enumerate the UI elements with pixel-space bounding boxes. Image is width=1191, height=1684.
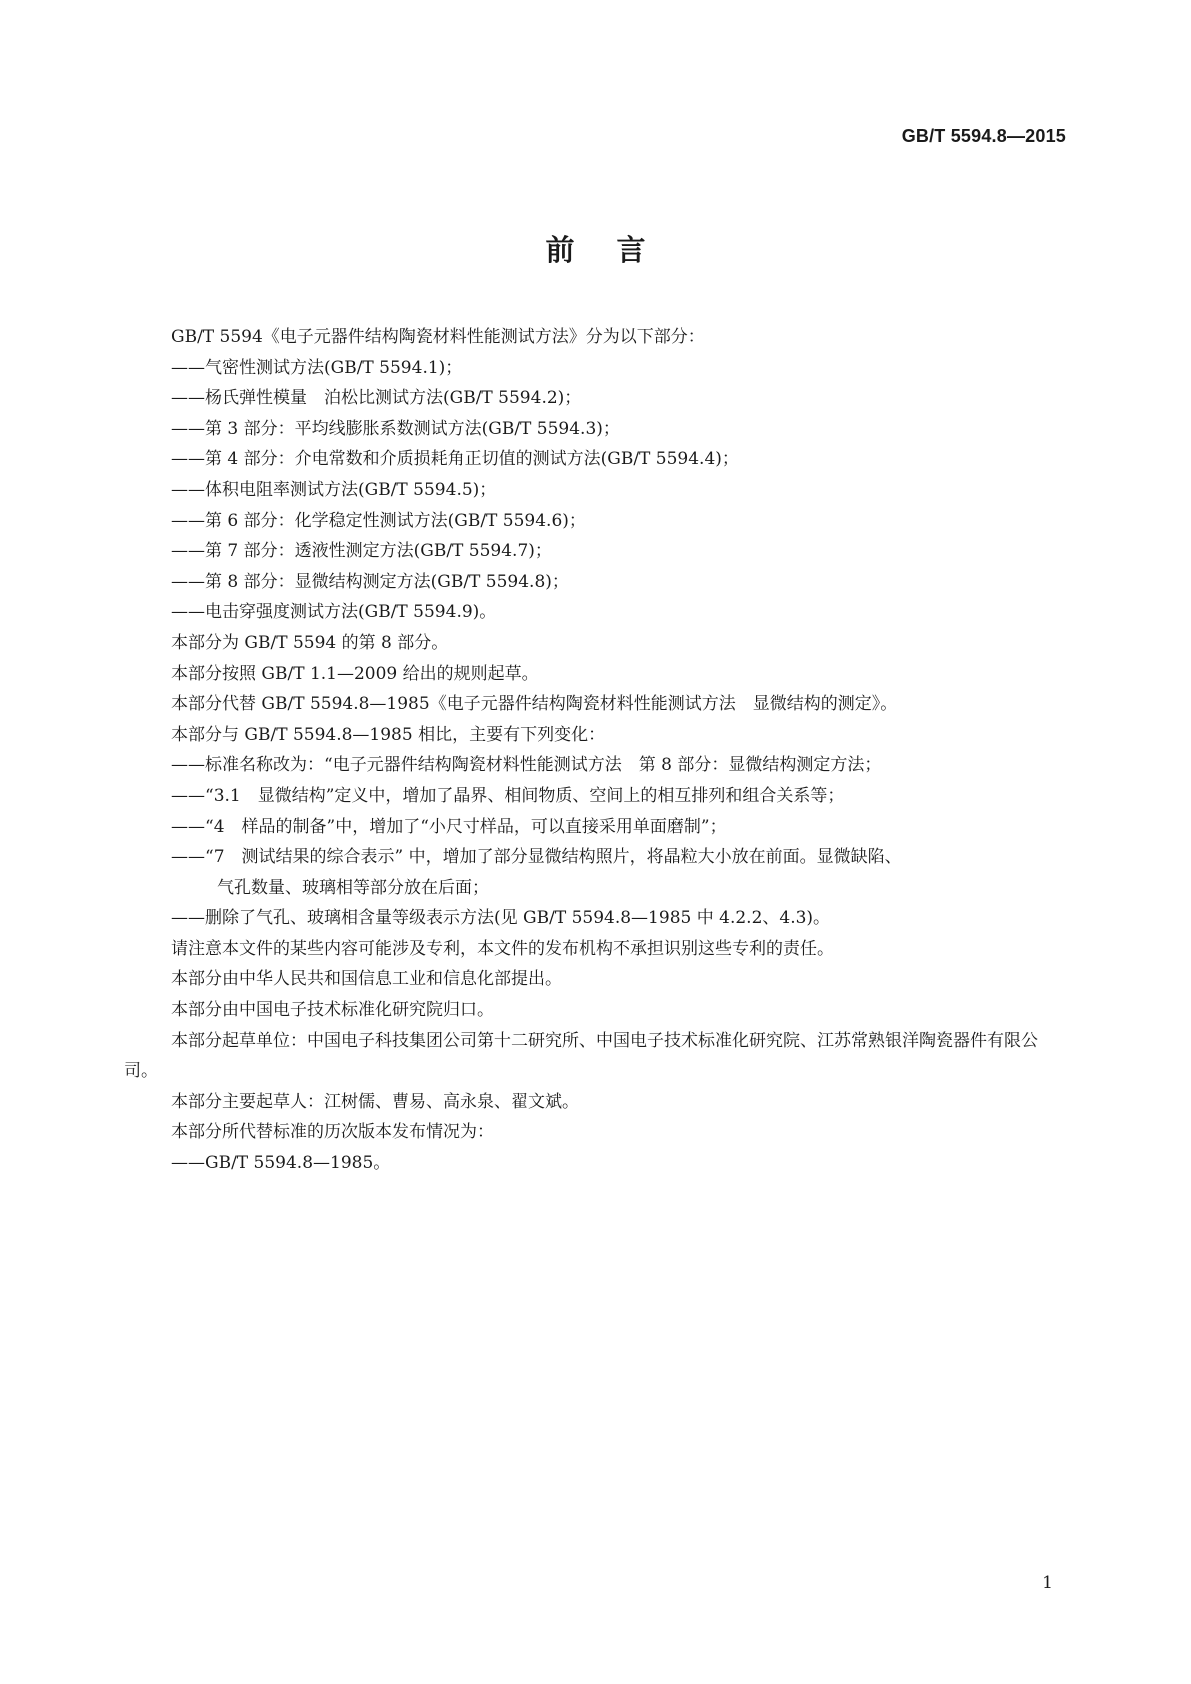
list-item: ——体积电阻率测试方法(GB/T 5594.5)； (171, 479, 497, 500)
list-item: ——GB/T 5594.8—1985。 (171, 1153, 391, 1174)
list-item: ——杨氏弹性模量 泊松比测试方法(GB/T 5594.2)； (171, 388, 582, 409)
list-item: ——“3.1 显微结构”定义中，增加了晶界、相间物质、空间上的相互排列和组合关系等； (171, 785, 845, 806)
paragraph: 本部分代替 GB/T 5594.8—1985《电子元器件结构陶瓷材料性能测试方法 显微结构的测定》。 (171, 694, 898, 715)
paragraph: 本部分为 GB/T 5594 的第 8 部分。 (171, 632, 449, 653)
document-code: GB/T 5594.8—2015 (901, 126, 1066, 146)
list-item: ——标准名称改为：“电子元器件结构陶瓷材料性能测试方法 第 8 部分：显微结构测定方法； (171, 755, 882, 776)
list-item: ——电击穿强度测试方法(GB/T 5594.9)。 (171, 602, 497, 623)
list-item-continuation: 气孔数量、玻璃相等部分放在后面； (217, 877, 489, 898)
paragraph: 本部分由中华人民共和国信息工业和信息化部提出。 (171, 969, 562, 990)
list-item: ——第 8 部分：显微结构测定方法(GB/T 5594.8)； (171, 571, 569, 592)
list-item: ——“7 测试结果的综合表示” 中，增加了部分显微结构照片，将晶粒大小放在前面。显微缺陷、 (171, 847, 902, 868)
paragraph: 本部分所代替标准的历次版本发布情况为： (171, 1122, 494, 1143)
paragraph: 本部分起草单位：中国电子科技集团公司第十二研究所、中国电子技术标准化研究院、江苏常熟银洋陶瓷器件有限公司。 (124, 1030, 1038, 1082)
paragraph: 本部分由中国电子技术标准化研究院归口。 (171, 1000, 494, 1021)
list-item: ——“4 样品的制备”中，增加了“小尺寸样品，可以直接采用单面磨制”； (171, 816, 727, 837)
paragraph: GB/T 5594《电子元器件结构陶瓷材料性能测试方法》分为以下部分： (171, 327, 705, 347)
list-item: ——删除了气孔、玻璃相含量等级表示方法(见 GB/T 5594.8—1985 中 4.2.2、4.3)。 (171, 908, 831, 929)
paragraph: 本部分主要起草人：江树儒、曹易、高永泉、翟文斌。 (171, 1091, 579, 1112)
list-item: ——第 4 部分：介电常数和介质损耗角正切值的测试方法(GB/T 5594.4)； (171, 449, 739, 470)
page-title: 前言 (545, 233, 688, 267)
list-item: ——第 7 部分：透液性测定方法(GB/T 5594.7)； (171, 541, 552, 562)
list-item: ——气密性测试方法(GB/T 5594.1)； (171, 357, 463, 378)
list-item: ——第 6 部分：化学稳定性测试方法(GB/T 5594.6)； (171, 510, 586, 531)
paragraph: 本部分按照 GB/T 1.1—2009 给出的规则起草。 (171, 663, 539, 684)
list-item: ——第 3 部分：平均线膨胀系数测试方法(GB/T 5594.3)； (171, 418, 620, 439)
foreword-body (124, 322, 1071, 1179)
paragraph: 本部分与 GB/T 5594.8—1985 相比，主要有下列变化： (171, 724, 606, 745)
page-number: 1 (1042, 1573, 1053, 1593)
paragraph: 请注意本文件的某些内容可能涉及专利，本文件的发布机构不承担识别这些专利的责任。 (171, 938, 834, 959)
